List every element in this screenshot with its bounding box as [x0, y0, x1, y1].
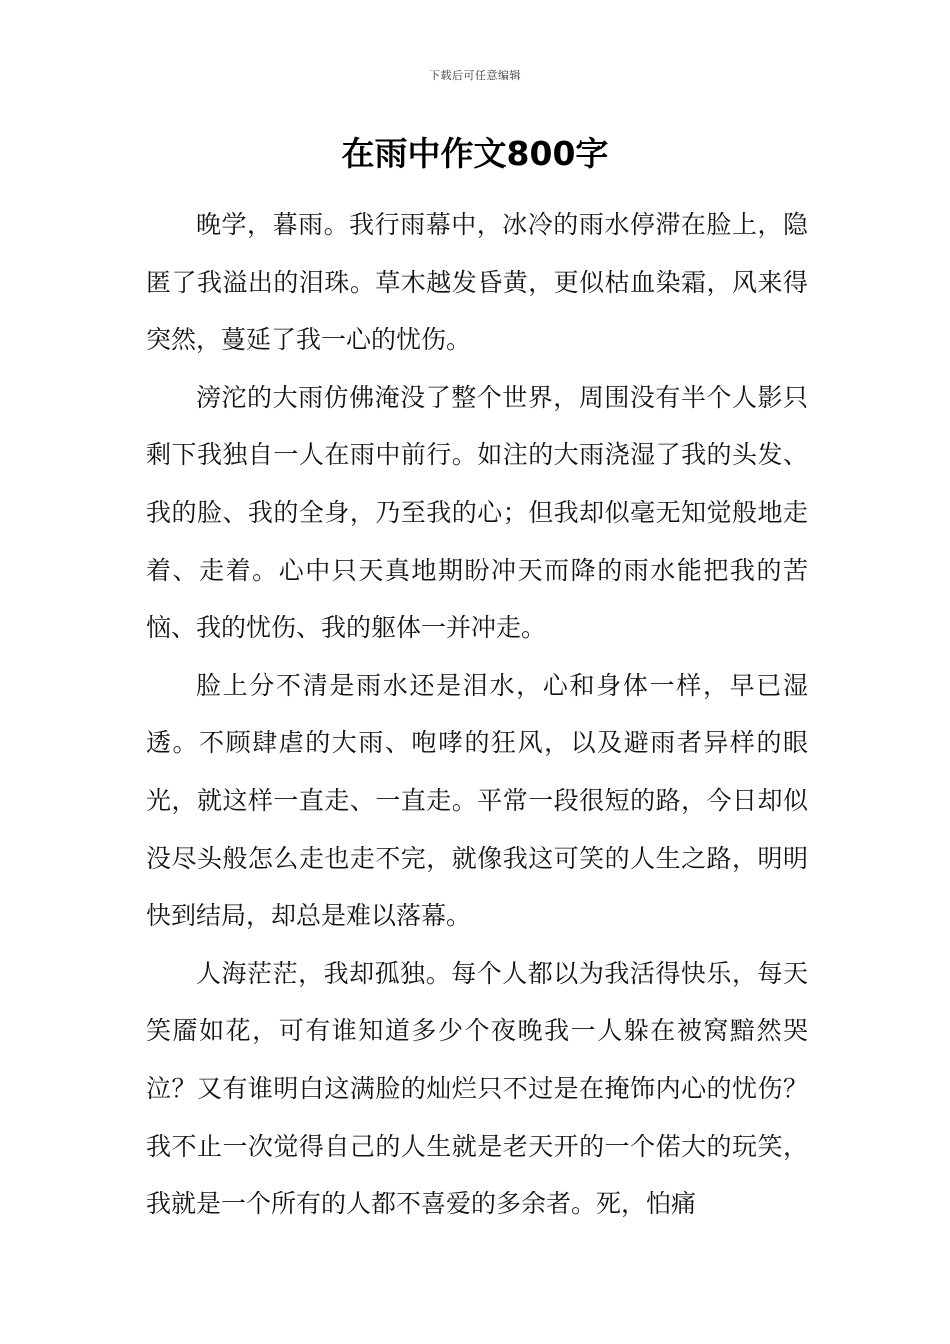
paragraph-3: 脸上分不清是雨水还是泪水，心和身体一样，早已湿透。不顾肆虐的大雨、咆哮的狂风，以及避雨者异样的眼光，就这样一直走、一直走。平常一段很短的路，今日却似没尽头般怎么走也走不完，就像我这可笑的人生之路，明明快到结局，却总是难以落幕。: [146, 670, 808, 931]
document-title: 在雨中作文800字: [341, 134, 609, 173]
paragraph-2: 滂沱的大雨仿佛淹没了整个世界，周围没有半个人影只剩下我独自一人在雨中前行。如注的大雨浇湿了我的头发、我的脸、我的全身，乃至我的心；但我却似毫无知觉般地走着、走着。心中只天真地期盼冲天而降的雨水能把我的苦恼、我的忧伤、我的躯体一并冲走。: [146, 382, 808, 643]
header-note: 下载后可任意编辑: [429, 69, 521, 82]
document-body: [146, 196, 808, 1233]
paragraph-1: 晚学，暮雨。我行雨幕中，冰冷的雨水停滞在脸上，隐匿了我溢出的泪珠。草木越发昏黄，更似枯血染霜，风来得突然，蔓延了我一心的忧伤。: [146, 210, 808, 355]
paragraph-4: 人海茫茫，我却孤独。每个人都以为我活得快乐，每天笑靥如花，可有谁知道多少个夜晚我一人躲在被窝黯然哭泣？又有谁明白这满脸的灿烂只不过是在掩饰内心的忧伤？我不止一次觉得自己的人生就是老天开的一个偌大的玩笑，我就是一个所有的人都不喜爱的多余者。死，怕痛: [146, 958, 808, 1219]
